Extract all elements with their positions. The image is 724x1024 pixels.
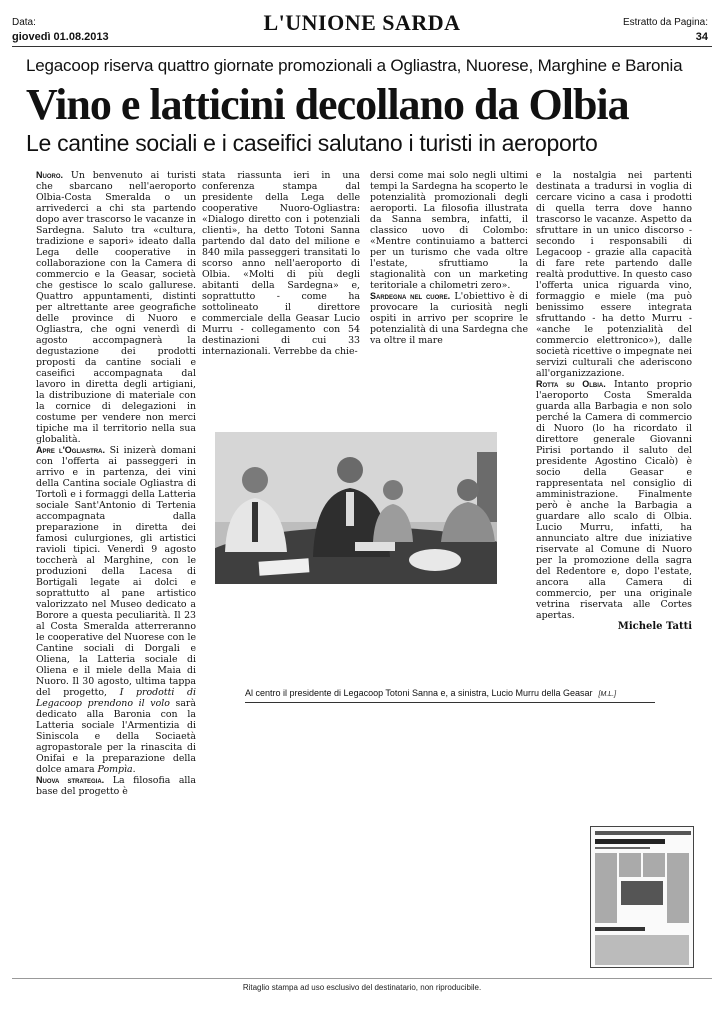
article-column-3 bbox=[370, 170, 528, 346]
page-number: 34 bbox=[695, 31, 708, 43]
press-conference-photo bbox=[215, 432, 497, 584]
paragraph-text: e la nostalgia nei partenti destinata a tradursi in voglia di cercare vicino a casa i prodotti di quella terra dove hanno trascorso le vacanze. Aspetto da sfruttare in un unico discorso - secondo i responsabili di Legacoop - grazie alla capacità di fare rete partendo dalle realtà produttive. In questo caso l'offerta unica riguarda vino, formaggio e miele (ma può benissimo essere integrata sfruttando - ha detto Murru - «anche le potenzialità del commercio elettronico»), dalle società ricettive o impegnate nei servizi culturali che aderiscono all'organizzazione. bbox=[536, 170, 692, 379]
paragraph-text: sarà dedicato alla Baronia con la Latteria sociale l'Armentizia di Siniscola e della Sociaetà agropastorale per la rinascita di Onifai e la preparazione della dolce amara bbox=[36, 698, 197, 775]
paragraph-text: Un benvenuto ai turisti che sbarcano nell'aeroporto Olbia-Costa Smeralda o un arrivederci a chi sta partendo dopo aver trascorso le vacanze in Sardegna. Saluto tra «cultura, tradizione e sapori» ideato dalla Lega delle cooperative in collaborazione con la Camera di commercio e la Geasar, società che gestisce lo scalo gallurese. Quattro appuntamenti, distinti per altrettante aree geografiche delle province di Nuoro e Ogliastra, che ogni venerdì di agosto accompagnerà la degustazione dei prodotti proposti da cantine sociali e caseifici accompagnata dal lavoro in diretta degli artigiani, la distribuzione di materiale con la cornice di delegazioni in costume per vendere non merci tipiche ma il territorio nella sua globalità. bbox=[36, 170, 196, 445]
photo-credit: [M.L.] bbox=[598, 691, 617, 698]
date-label: Data: bbox=[12, 17, 36, 28]
article-subheadline: Le cantine sociali e i caseifici salutano i turisti in aeroporto bbox=[26, 130, 598, 156]
article-column-4 bbox=[536, 170, 692, 632]
paragraph-text: Intanto proprio l'aeroporto Costa Smeralda guarda alla Barbagia e non solo perché la Camera di commercio di Nuoro (lo ha ricordato il direttore generale Giovanni Pirisi portando il saluto del presidente Agostino Cicalò) è socio della Geasar e rappresentata nel consiglio di amministrazione. Finalmente però è anche la Barbagia a guardare allo scalo di Olbia. Lucio Murru, infatti, ha annunciato altre due iniziative riservate al Comune di Nuoro per la promozione della sagra del Redentore e, dopo l'estate, ancora alla Camera di commercio, per una originale vetrina riservata alle Cortes apertas. bbox=[536, 379, 692, 621]
footer-notice: Ritaglio stampa ad uso esclusivo del destinatario, non riproducibile. bbox=[242, 983, 482, 992]
paragraph-text: L'obiettivo è di provocare la curiosità negli ospiti in arrivo per scoprire le potenzialità di una Sardegna che va oltre il mare bbox=[370, 291, 528, 346]
article-column-2 bbox=[202, 170, 360, 357]
paragraph bbox=[36, 775, 196, 797]
paragraph-lead: Rotta su Olbia. bbox=[536, 379, 606, 389]
product-name: Pompìa bbox=[97, 764, 133, 775]
paragraph-lead: Apre l'Ogliastra. bbox=[36, 445, 105, 455]
newspaper-masthead: L'UNIONE SARDA bbox=[263, 10, 461, 35]
project-title: I prodotti di Legacoop prendono il volo bbox=[36, 687, 196, 709]
paragraph-text: stata riassunta ieri in una conferenza stampa dal presidente della Lega delle cooperative Nuoro-Ogliastra: «Dialogo diretto con i potenziali clienti», ha detto Totoni Sanna partendo dal dato del milione e 840 mila passeggeri transitati lo scorso anno nell'aeroporto di Olbia. «Molti di più degli abitanti della Sardegna» e, soprattutto - come ha sottolineato il direttore commerciale della Geasar Lucio Murru - collegamento con 54 destinazioni di cui 33 internazionali. Verrebbe da chie- bbox=[202, 170, 360, 357]
page-thumbnail bbox=[590, 826, 694, 968]
header-divider bbox=[12, 46, 712, 47]
article-headline: Vino e latticini decollano da Olbia bbox=[26, 80, 629, 129]
paragraph bbox=[36, 170, 196, 445]
paragraph-lead: Nuoro. bbox=[36, 170, 63, 180]
paragraph bbox=[370, 291, 528, 346]
caption-divider bbox=[245, 702, 655, 703]
header-page bbox=[623, 16, 708, 44]
caption-text: Al centro il presidente di Legacoop Totoni Sanna e, a sinistra, Lucio Murru della Geasar bbox=[245, 688, 593, 698]
article-column-1 bbox=[36, 170, 196, 797]
paragraph-lead: Sardegna nel cuore. bbox=[370, 291, 451, 301]
date-value: giovedì 01.08.2013 bbox=[12, 31, 109, 43]
article-kicker: Legacoop riserva quattro giornate promozionali a Ogliastra, Nuorese, Marghine e Baronia bbox=[26, 56, 683, 75]
paragraph-text: Si inizerà domani con l'offerta ai passeggeri in arrivo e in partenza, dei vini della Cantina sociale Ogliastra di Tortolì e i formaggi della Latteria sociale Sant'Antonio di Tertenia accompagnata dalla preparazione in diretta dei famosi culurgiones, gli artistici ravioli tipici. Venerdì 9 agosto toccherà al Marghine, con le produzioni della Lacesa di Bortigali legate ai dolci e soprattutto al pane artistico valorizzato nel Museo dedicato a Borore a questa peculiarità. Il 23 al Costa Smeralda atterreranno le cooperative del Nuorese con le Cantine sociali di Dorgali e Oliena, la Latteria sociale di Oliena e il miele della Maia di Nuoro. Il 30 agosto, ultima tappa del progetto, bbox=[36, 445, 196, 698]
extract-label: Estratto da Pagina: bbox=[622, 17, 708, 28]
footer-divider bbox=[12, 978, 712, 979]
photo-caption bbox=[245, 688, 616, 698]
paragraph-text: La filosofia alla base del progetto è bbox=[36, 775, 196, 797]
paragraph-text: dersi come mai solo negli ultimi tempi la Sardegna ha scoperto le potenzialità promozionali degli aeroporti. La filosofia illustrata da Sanna sembra, infatti, il classico uovo di Colombo: «Mentre continuiamo a batterci per un turismo che vada oltre l'estate, sfruttiamo la stagionalità con un marketing teritoriale a chilometri zero». bbox=[370, 170, 528, 291]
paragraph bbox=[536, 379, 692, 621]
author-signature: Michele Tatti bbox=[617, 621, 692, 632]
paragraph-lead: Nuova strategia. bbox=[36, 775, 105, 785]
paragraph-text: . bbox=[132, 764, 136, 775]
paragraph bbox=[36, 445, 196, 775]
